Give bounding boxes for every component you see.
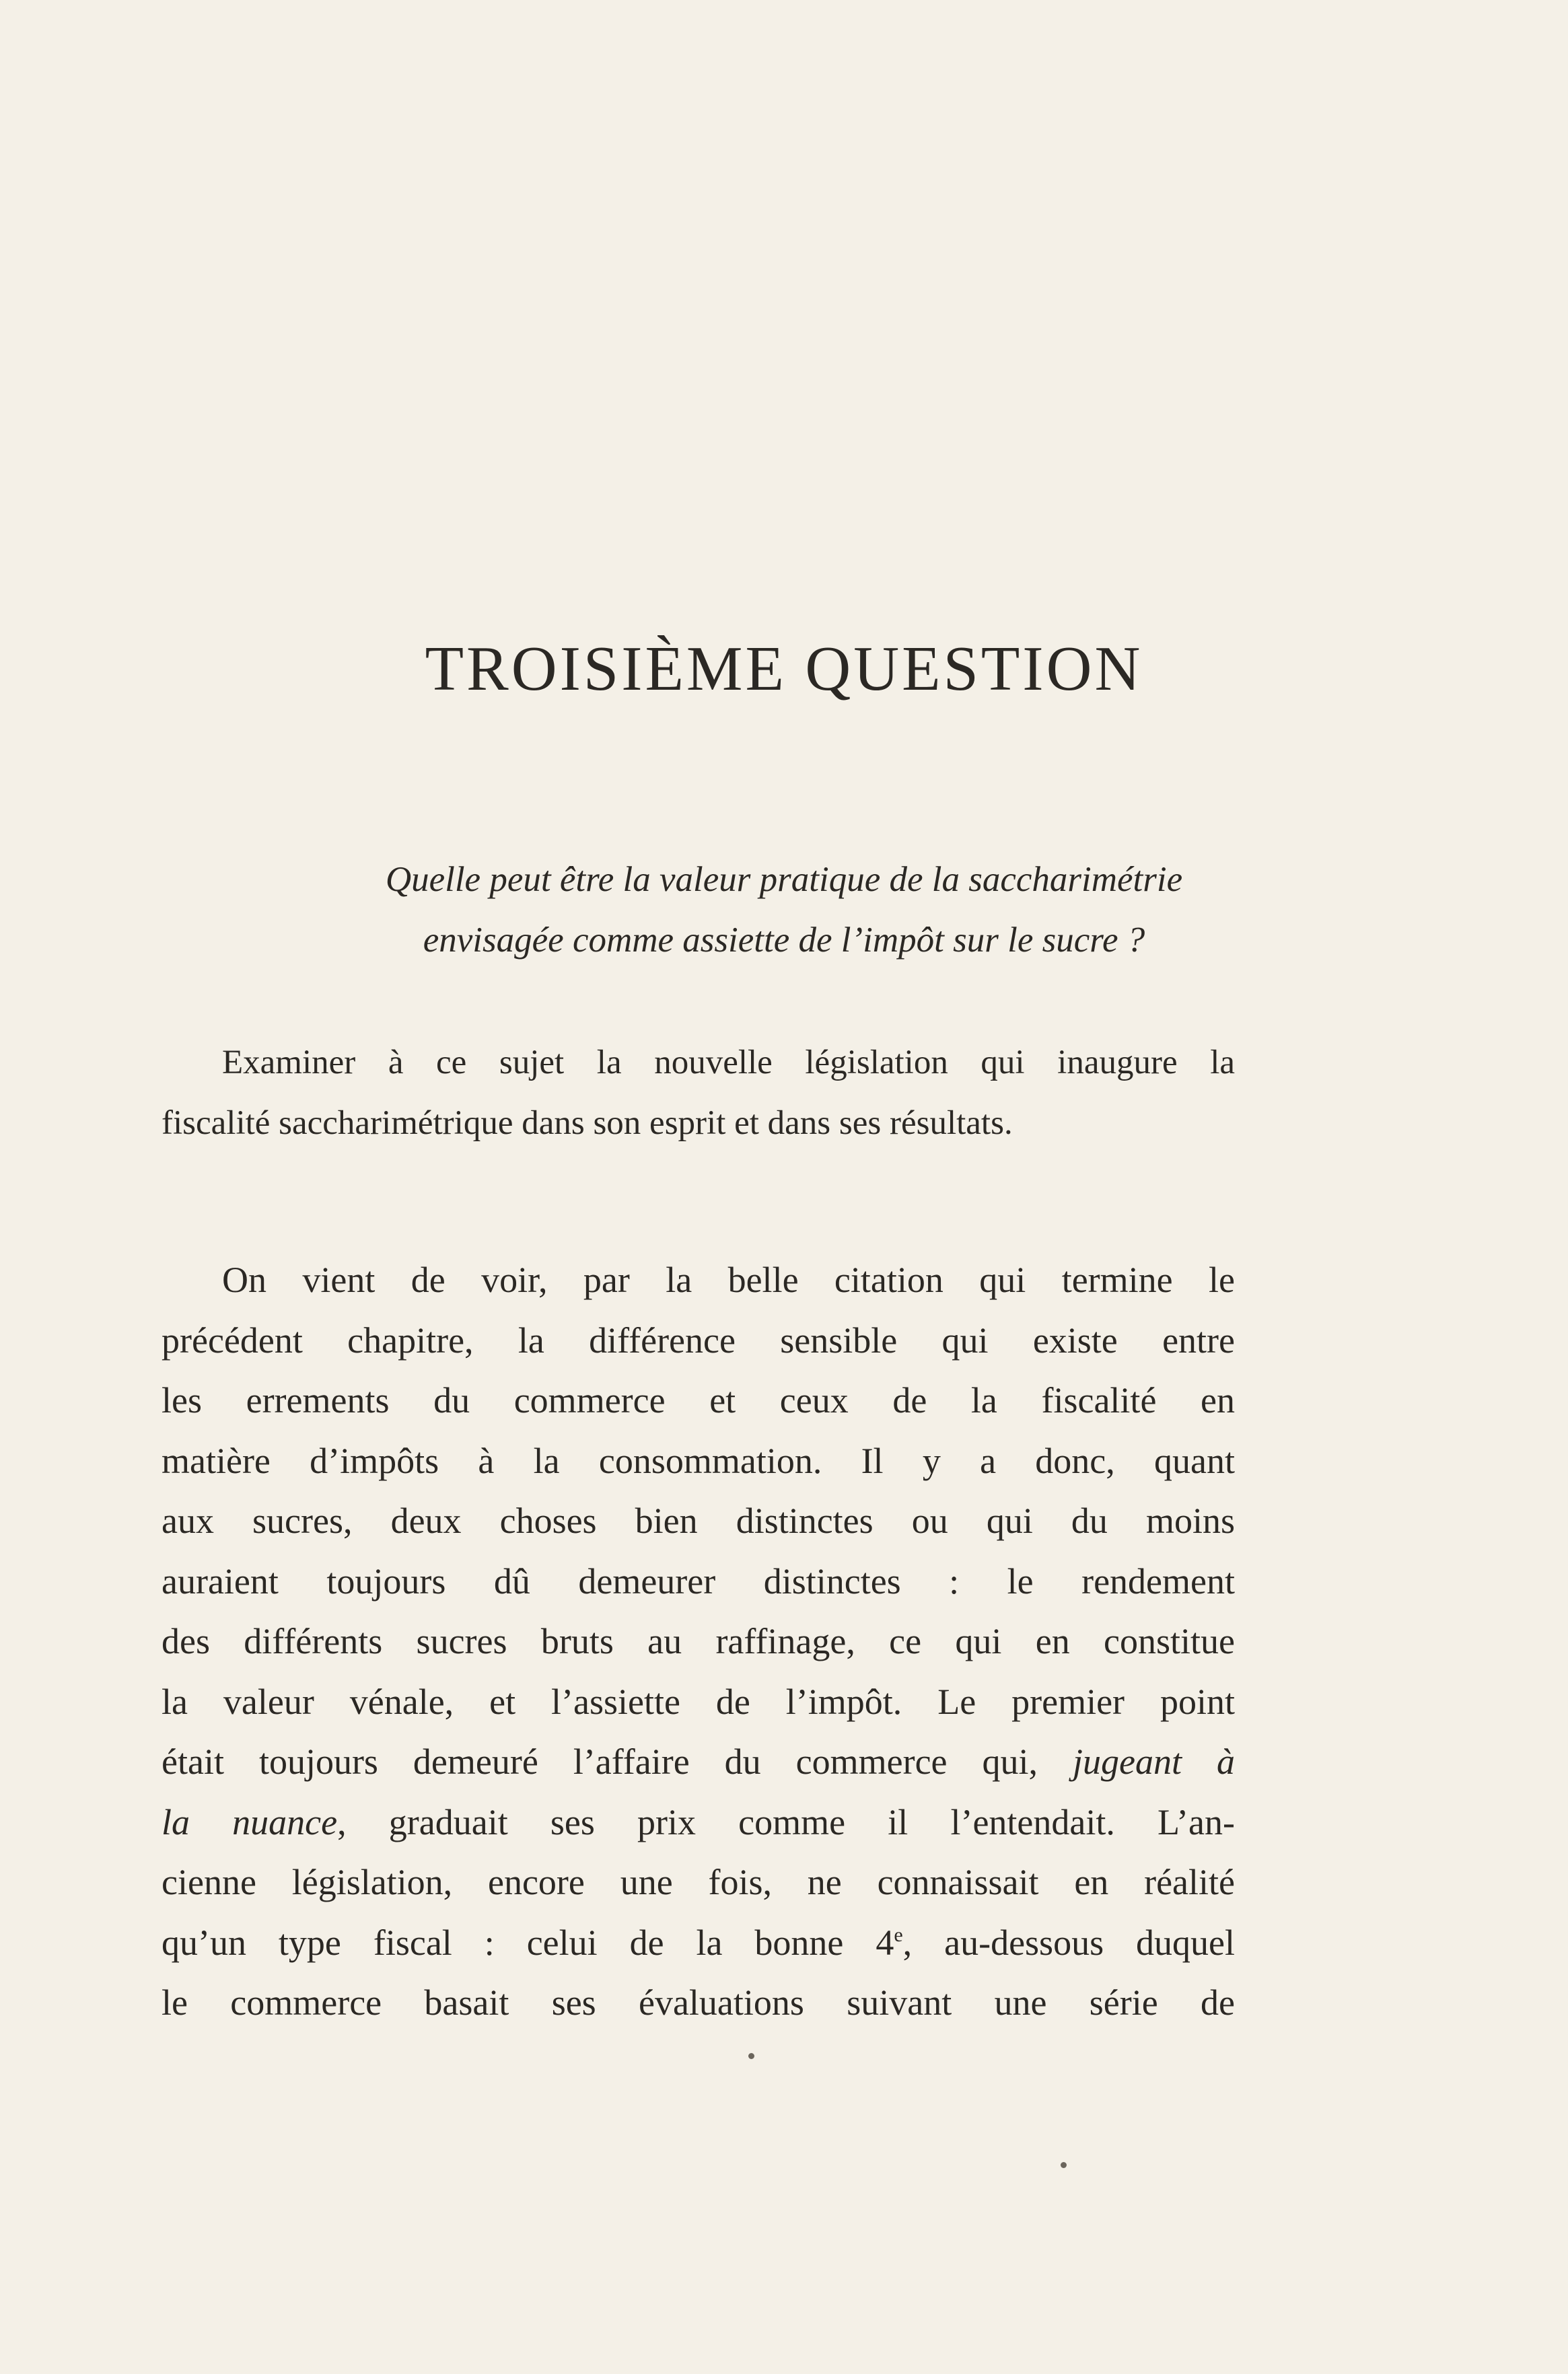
text-line: matière d’impôts à la consommation. Il y a donc, quant — [162, 1440, 1235, 1481]
text-line — [162, 1793, 1235, 1853]
text-line: le commerce basait ses évaluations suivant une série de — [162, 1982, 1235, 2023]
question-statement — [162, 849, 1406, 970]
text-line — [162, 1732, 1235, 1793]
instruction-line: Examiner à ce sujet la nouvelle législation qui inaugure la — [222, 1044, 1235, 1081]
paper-speck — [748, 2053, 754, 2059]
text-segment: était toujours demeuré l’affaire du commerce qui, — [162, 1741, 1038, 1782]
text-line: la valeur vénale, et l’assiette de l’impôt. Le premier point — [162, 1681, 1235, 1722]
instruction-line: fiscalité saccharimétrique dans son esprit et dans ses résultats. — [162, 1104, 1013, 1142]
body-paragraph — [162, 1250, 1235, 2034]
text-line: des différents sucres bruts au raffinage, ce qui en constitue — [162, 1621, 1235, 1661]
text-line: aux sucres, deux choses bien distinctes ou qui du moins — [162, 1501, 1235, 1541]
question-line: Quelle peut être la valeur pratique de la saccharimétrie — [385, 860, 1183, 899]
superscript: e — [894, 1923, 903, 1946]
question-line: envisagée comme assiette de l’impôt sur le sucre ? — [423, 921, 1145, 960]
text-line: cienne législation, encore une fois, ne connaissait en réalité — [162, 1862, 1235, 1902]
italic-phrase: jugeant à — [1073, 1741, 1235, 1782]
text-line: précédent chapitre, la différence sensible qui existe entre — [162, 1320, 1235, 1361]
text-line: On vient de voir, par la belle citation qui termine le — [222, 1260, 1235, 1300]
text-segment: , au-dessous duquel — [902, 1922, 1236, 1963]
text-line: auraient toujours dû demeurer distinctes : le rendement — [162, 1560, 1235, 1602]
italic-phrase: la nuance — [162, 1801, 338, 1842]
text-segment: , graduait ses prix comme il l’entendait. L’an- — [337, 1801, 1235, 1842]
question-instruction — [162, 1032, 1235, 1153]
text-segment: qu’un type fiscal : celui de la bonne 4 — [162, 1922, 894, 1963]
text-line: les errements du commerce et ceux de la fiscalité en — [162, 1380, 1235, 1420]
chapter-heading: TROISIÈME QUESTION — [425, 634, 1143, 704]
text-line — [162, 1913, 1235, 1974]
paper-speck — [1061, 2162, 1067, 2168]
